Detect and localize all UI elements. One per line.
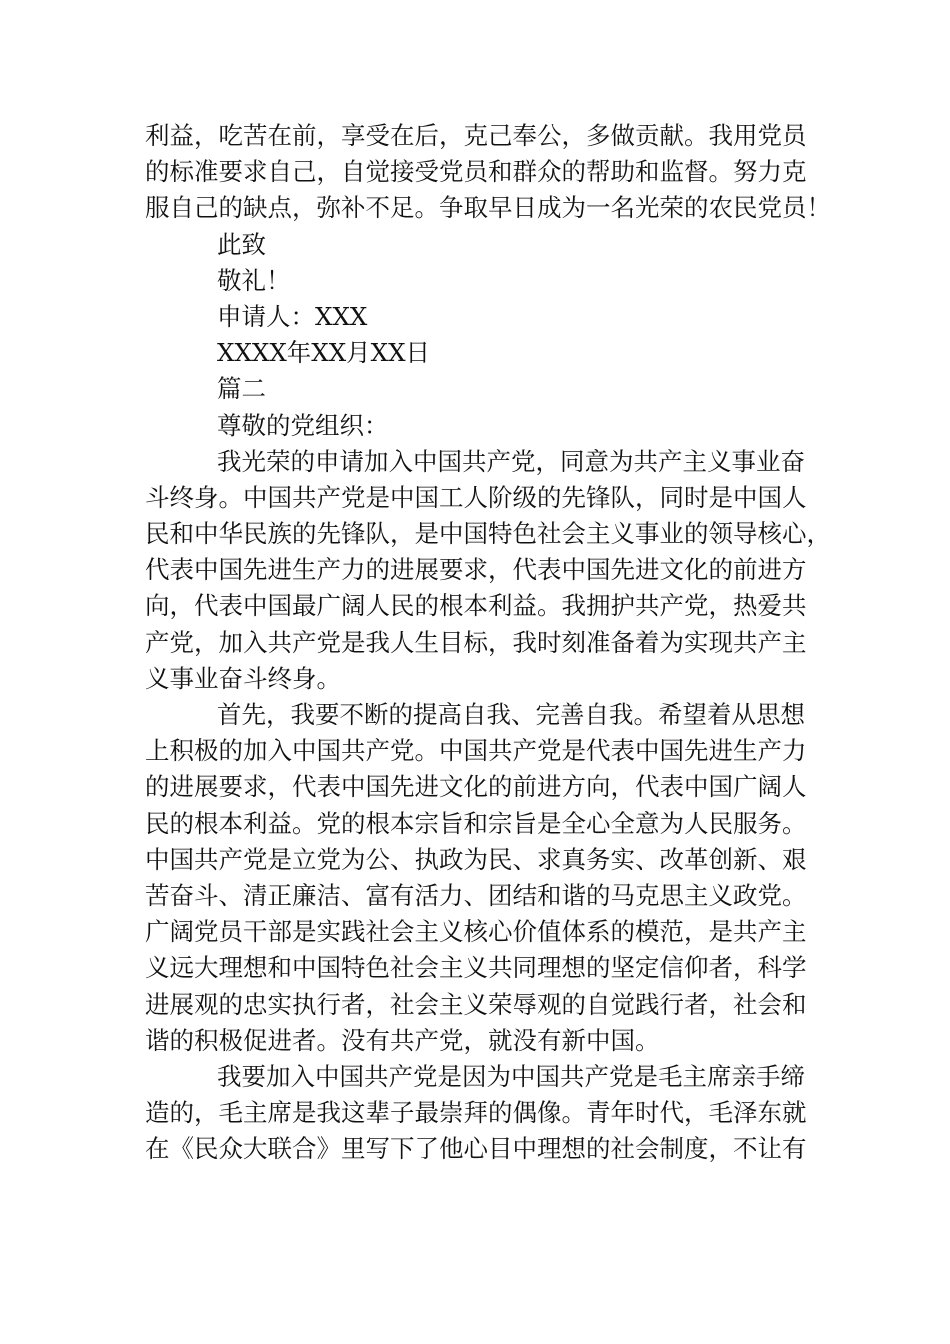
text-line: 的标准要求自己，自觉接受党员和群众的帮助和监督。努力克	[145, 157, 807, 187]
text-line: 敬礼！	[217, 265, 291, 295]
text-line: 民和中华民族的先锋队，是中国特色社会主义事业的领导核心，	[145, 519, 831, 549]
text-line: 中国共产党是立党为公、执政为民、求真务实、改革创新、艰	[145, 844, 807, 874]
text-line: 篇二	[217, 374, 266, 404]
text-line: 首先，我要不断的提高自我、完善自我。希望着从思想	[217, 700, 805, 729]
text-line: XXXX年XX月XX日	[217, 338, 431, 368]
text-line: 义事业奋斗终身。	[145, 663, 341, 693]
text-line: 向，代表中国最广阔人民的根本利益。我拥护共产党，热爱共	[145, 591, 807, 621]
text-line: 我要加入中国共产党是因为中国共产党是毛主席亲手缔	[217, 1061, 805, 1091]
text-line: 斗终身。中国共产党是中国工人阶级的先锋队，同时是中国人	[145, 482, 807, 512]
text-line: 服自己的缺点，弥补不足。争取早日成为一名光荣的农民党员！	[145, 193, 831, 223]
text-line: 产党，加入共产党是我人生目标，我时刻准备着为实现共产主	[145, 627, 807, 657]
text-line: 造的，毛主席是我这辈子最崇拜的偶像。青年时代，毛泽东就	[145, 1098, 807, 1128]
text-line: 民的根本利益。党的根本宗旨和宗旨是全心全意为人民服务。	[145, 808, 807, 838]
text-line: 谐的积极促进者。没有共产党，就没有新中国。	[145, 1025, 660, 1055]
text-line: 尊敬的党组织：	[217, 410, 389, 440]
text-line: 进展观的忠实执行者，社会主义荣辱观的自觉践行者，社会和	[145, 989, 807, 1019]
text-line: 广阔党员干部是实践社会主义核心价值体系的模范，是共产主	[145, 917, 807, 947]
text-line: 的进展要求，代表中国先进文化的前进方向，代表中国广阔人	[145, 772, 807, 802]
text-line: 利益，吃苦在前，享受在后，克己奉公，多做贡献。我用党员	[145, 121, 807, 150]
text-line: 我光荣的申请加入中国共产党，同意为共产主义事业奋	[217, 446, 805, 476]
text-line: 此致	[217, 229, 266, 259]
document-body	[145, 118, 831, 1167]
text-line: 申请人：XXX	[217, 301, 368, 331]
text-line: 在《民众大联合》里写下了他心目中理想的社会制度，不让有	[145, 1134, 807, 1164]
text-line: 上积极的加入中国共产党。中国共产党是代表中国先进生产力	[145, 736, 807, 766]
text-line: 苦奋斗、清正廉洁、富有活力、团结和谐的马克思主义政党。	[145, 880, 807, 910]
text-line: 代表中国先进生产力的进展要求，代表中国先进文化的前进方	[145, 555, 807, 585]
text-line: 义远大理想和中国特色社会主义共同理想的坚定信仰者，科学	[145, 953, 807, 983]
